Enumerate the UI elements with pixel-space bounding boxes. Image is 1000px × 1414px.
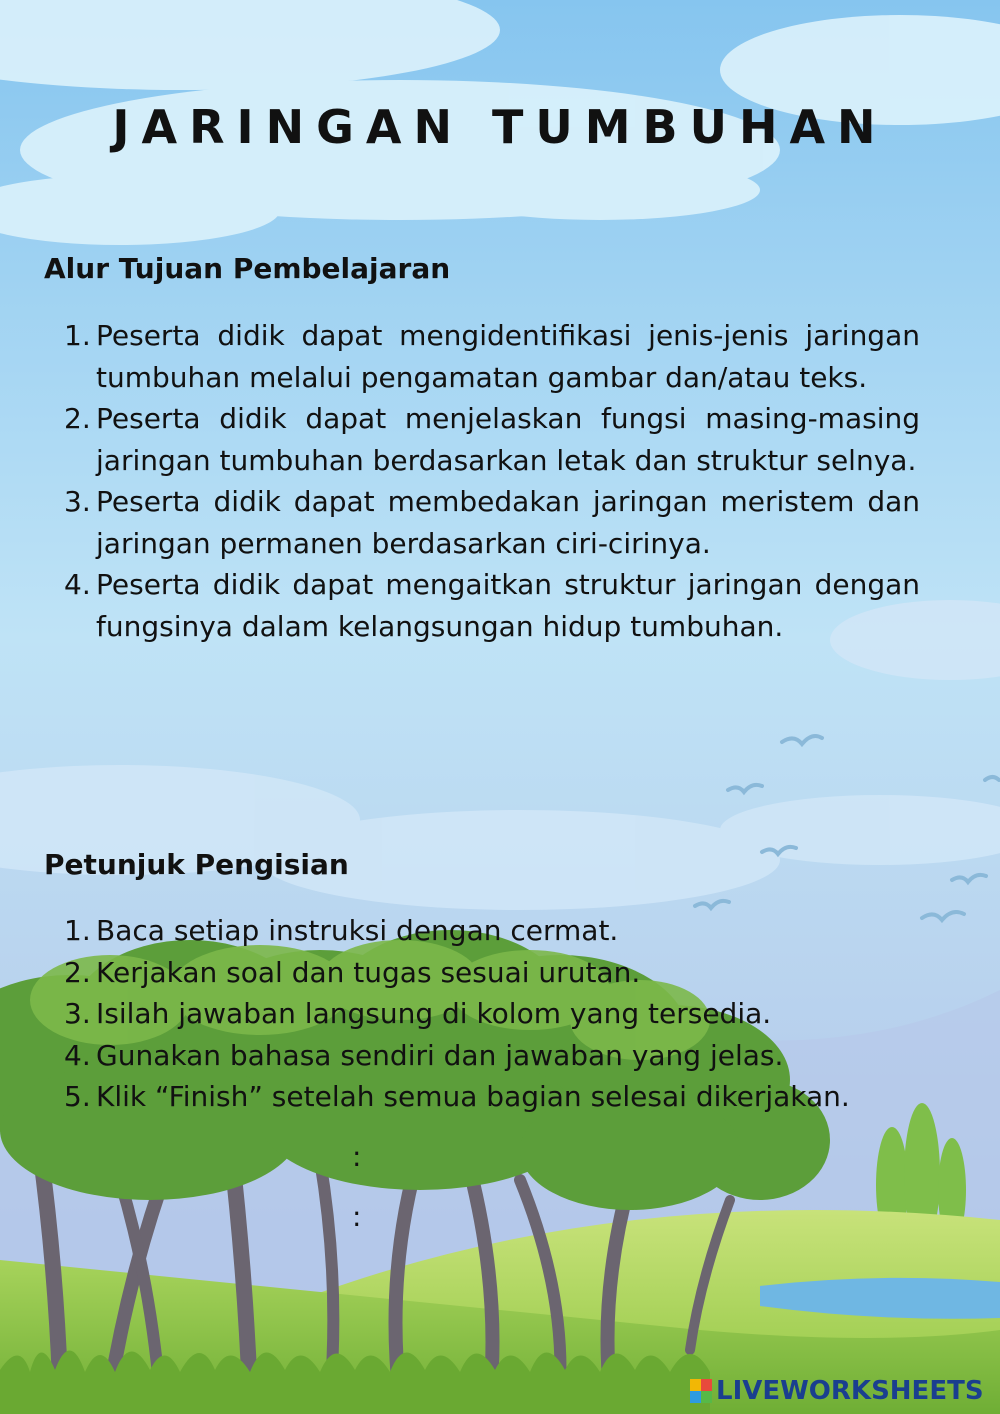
answer-field-colon-1: : bbox=[352, 1140, 362, 1173]
section-heading-instructions: Petunjuk Pengisian bbox=[44, 848, 349, 881]
page-title: JARINGAN TUMBUHAN bbox=[112, 100, 888, 154]
instructions-list bbox=[64, 910, 920, 1118]
learning-goals-list bbox=[64, 315, 920, 647]
list-item: 2. Kerjakan soal dan tugas sesuai urutan. bbox=[64, 955, 641, 989]
list-item: 1. Peserta didik dapat mengidentifikasi jenis-jenis jaringan tumbuhan melalui pengamatan gambar dan/atau teks. bbox=[64, 319, 920, 394]
list-item: 4. Peserta didik dapat mengaitkan struktur jaringan dengan fungsinya dalam kelangsungan hidup tumbuhan. bbox=[64, 568, 920, 643]
list-item: 4. Gunakan bahasa sendiri dan jawaban yang jelas. bbox=[64, 1038, 784, 1072]
list-item: 3. Peserta didik dapat membedakan jaringan meristem dan jaringan permanen berdasarkan ciri-cirinya. bbox=[64, 485, 920, 560]
liveworksheets-icon bbox=[690, 1379, 712, 1403]
watermark-text: LIVEWORKSHEETS bbox=[716, 1376, 984, 1406]
liveworksheets-logo bbox=[690, 1376, 984, 1406]
list-item: 3. Isilah jawaban langsung di kolom yang tersedia. bbox=[64, 997, 772, 1030]
list-item: 5. Klik “Finish” setelah semua bagian selesai dikerjakan. bbox=[64, 1080, 850, 1113]
answer-field-colon-2: : bbox=[352, 1200, 362, 1233]
section-heading-learning-goals: Alur Tujuan Pembelajaran bbox=[44, 252, 451, 285]
list-item: 1. Baca setiap instruksi dengan cermat. bbox=[64, 914, 619, 947]
list-item: 2. Peserta didik dapat menjelaskan fungsi masing-masing jaringan tumbuhan berdasarkan letak dan struktur selnya. bbox=[64, 402, 920, 477]
